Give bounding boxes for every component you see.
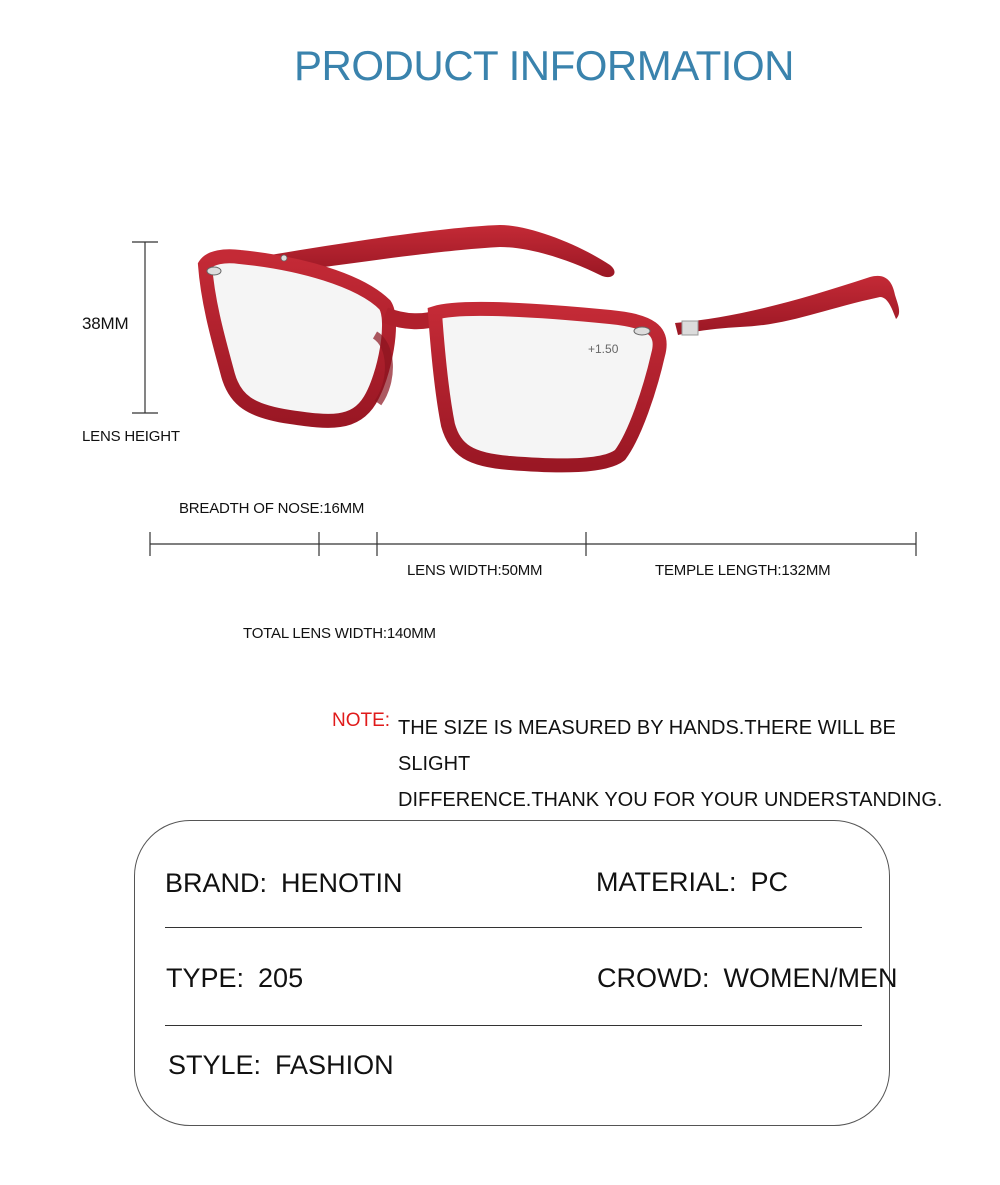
type-value: 205 <box>258 963 304 993</box>
brand-spec <box>165 868 403 899</box>
note-text <box>398 710 958 818</box>
crowd-spec <box>597 963 897 994</box>
lens-width-label: LENS WIDTH:50MM <box>407 562 543 579</box>
crowd-value: WOMEN/MEN <box>723 963 898 993</box>
spec-divider-2 <box>165 1025 862 1026</box>
lens-height-label: LENS HEIGHT <box>82 428 180 445</box>
type-label: TYPE: <box>166 963 245 993</box>
note-line-1: THE SIZE IS MEASURED BY HANDS.THERE WILL BE SLIGHT <box>398 717 896 775</box>
brand-value: HENOTIN <box>281 868 403 898</box>
material-spec <box>596 867 788 898</box>
style-value: FASHION <box>275 1050 394 1080</box>
page-title: PRODUCT INFORMATION <box>294 42 794 89</box>
material-value: PC <box>750 867 789 897</box>
lens-height-value: 38MM <box>82 314 129 333</box>
style-label: STYLE: <box>168 1050 262 1080</box>
crowd-label: CROWD: <box>597 963 710 993</box>
spec-divider-1 <box>165 927 862 928</box>
material-label: MATERIAL: <box>596 867 737 897</box>
note-label: NOTE: <box>332 710 391 731</box>
style-spec <box>168 1050 394 1081</box>
total-lens-width-label: TOTAL LENS WIDTH:140MM <box>243 625 436 642</box>
temple-length-label: TEMPLE LENGTH:132MM <box>655 562 831 579</box>
note-line-2: DIFFERENCE.THANK YOU FOR YOUR UNDERSTANDING. <box>398 789 943 811</box>
lens-mark: +1.50 <box>588 342 619 356</box>
nose-breadth-label: BREADTH OF NOSE:16MM <box>179 500 365 517</box>
type-spec <box>166 963 303 994</box>
brand-label: BRAND: <box>165 868 268 898</box>
glasses-image <box>180 205 930 495</box>
